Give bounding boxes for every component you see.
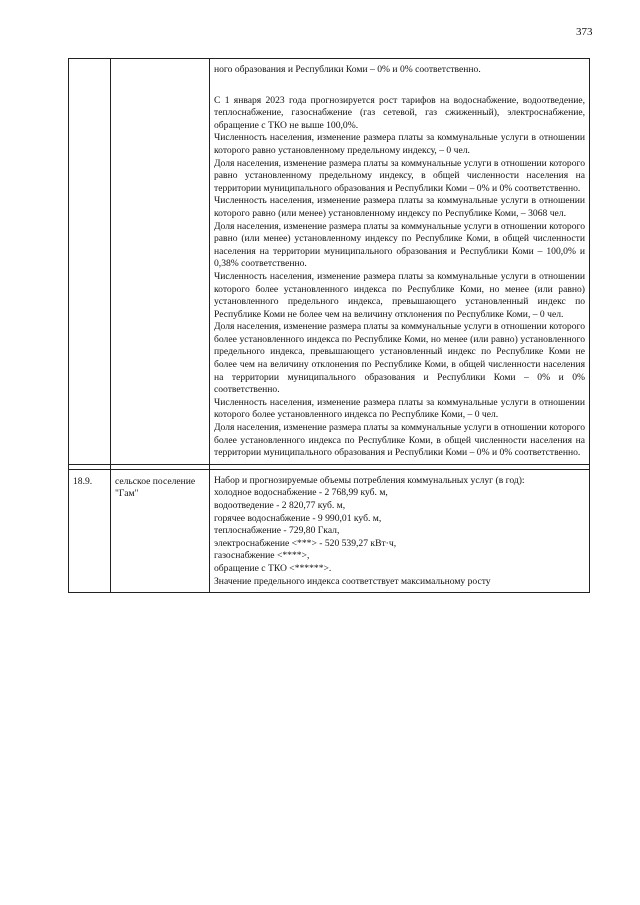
text-line: Набор и прогнозируемые объемы потребления коммунальных услуг (в год): (214, 474, 525, 486)
text-line: газоснабжение <****>, (214, 550, 310, 562)
settlement-name: сельское поселение "Гам" (115, 475, 196, 500)
text-line: обращение с ТКО <******>. (214, 562, 332, 574)
paragraph: Доля населения, изменение размера платы за коммунальные услуги в отношении которого равно установленному предельному индексу, в общей численности населения на территории муниципального образования и Республики Коми – 0% и 0% соответственно. (214, 157, 585, 194)
paragraph: Численность населения, изменение размера платы за коммунальные услуги в отношении которого более установленного индекса по Республике Коми, но менее (или равно) установленного предельного индекса, превышающего установленный индекс по Республике Коми не более чем на величину отклонения по Республике Коми, – 0 чел. (214, 270, 585, 320)
text-line: теплоснабжение - 729,80 Гкал, (214, 525, 340, 537)
table-row (69, 469, 590, 592)
paragraph: Доля населения, изменение размера платы за коммунальные услуги в отношении которого равно (или менее) установленному индексу по Республике Коми, в общей численности населения на территории муниципального образования и Республики Коми – 100,0% и 0,38% соответственно. (214, 220, 585, 270)
row-name-cell (111, 469, 210, 592)
row-text-cell (210, 469, 590, 592)
paragraph: С 1 января 2023 года прогнозируется рост тарифов на водоснабжение, водоотведение, теплоснабжение, газоснабжение (газ сетевой, газ сжиженный), электроснабжение, обращение с ТКО не выше 100,0%. (214, 94, 585, 131)
row-text-cell (210, 59, 590, 465)
text-line: водоотведение - 2 820,77 куб. м, (214, 500, 346, 511)
row-number: 18.9. (73, 475, 93, 487)
paragraph: Численность населения, изменение размера платы за коммунальные услуги в отношении которого более установленного индекса по Республике Коми, – 0 чел. (214, 396, 585, 421)
text-line: горячее водоснабжение - 9 990,01 куб. м, (214, 512, 382, 524)
paragraph: Доля населения, изменение размера платы за коммунальные услуги в отношении которого более установленного индекса по Республике Коми, в общей численности населения на территории муниципального образования и Республики Коми – 0% и 0% соответственно. (214, 422, 585, 459)
document-table (68, 58, 590, 593)
table-row (69, 59, 590, 465)
paragraph: Доля населения, изменение размера платы за коммунальные услуги в отношении которого более установленного индекса по Республике Коми, но менее (или равно) установленного предельного индекса, превышающего установленный индекс по Республике Коми не более чем на величину отклонения по Республике Коми, в общей численности населения на территории муниципального образования и Республики Коми – 0% и 0% соответственно. (214, 321, 585, 396)
paragraph: Численность населения, изменение размера платы за коммунальные услуги в отношении которого равно (или менее) установленному индексу по Республике Коми, – 3068 чел. (214, 195, 585, 219)
row-number-cell (69, 59, 111, 465)
paragraph: Численность населения, изменение размера платы за коммунальные услуги в отношении которого равно установленному предельному индексу, – 0 чел. (214, 132, 585, 156)
row-name-cell (111, 59, 210, 465)
text-line: Значение предельного индекса соответствует максимальному росту (214, 575, 491, 587)
page-number: 373 (576, 26, 593, 38)
text-line: электроснабжение <***> - 520 539,27 кВт·ч, (214, 537, 397, 549)
row-number-cell (69, 469, 111, 592)
text-line: холодное водоснабжение - 2 768,99 куб. м, (214, 487, 388, 499)
paragraph: ного образования и Республики Коми – 0% и 0% соответственно. (214, 64, 481, 75)
